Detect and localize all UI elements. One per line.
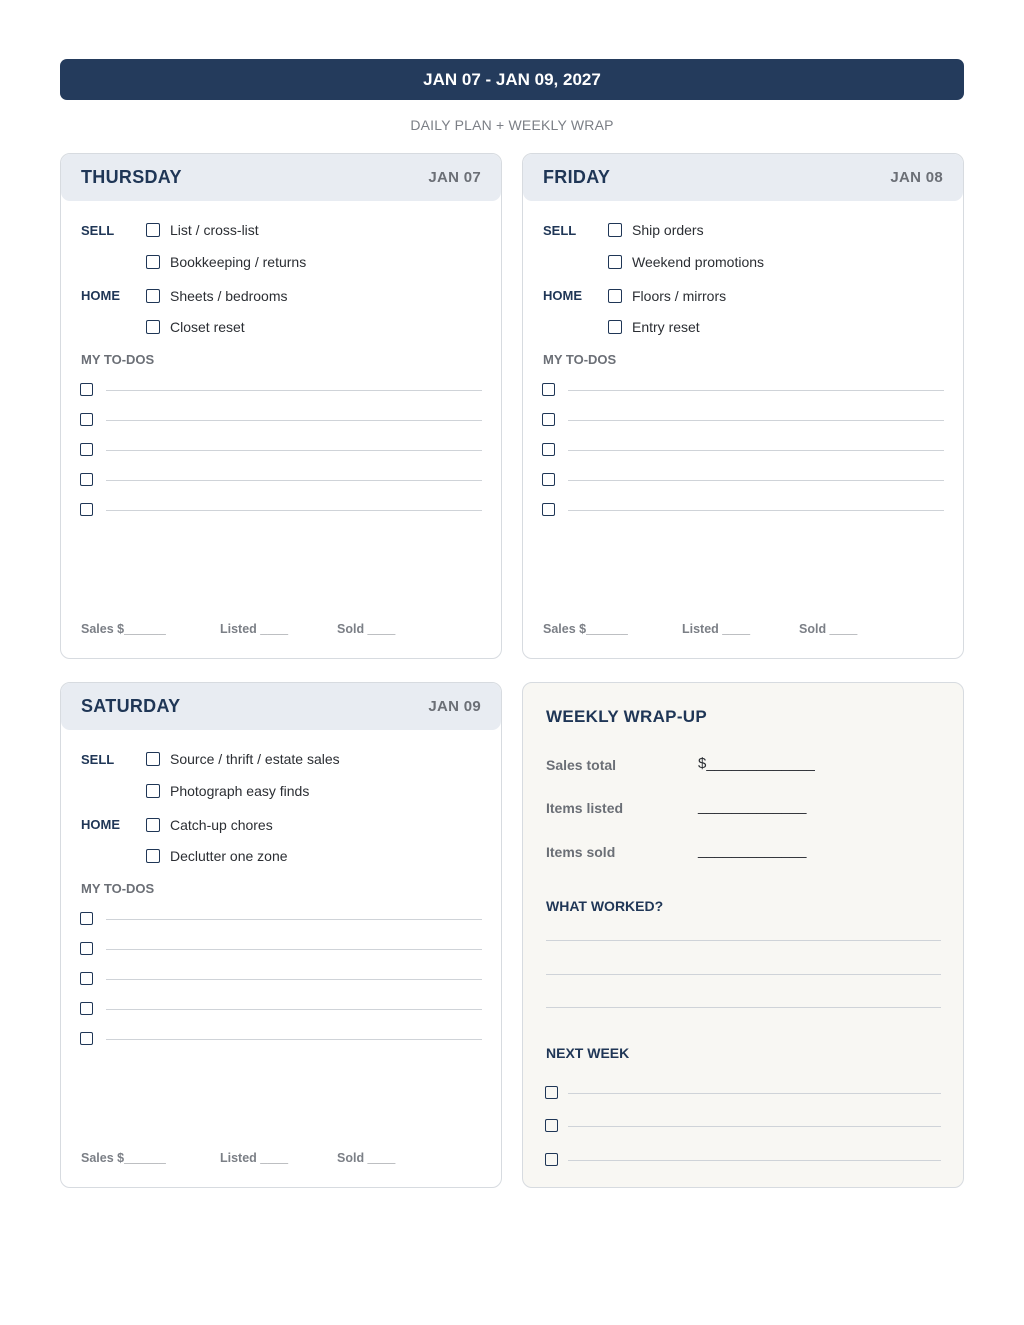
day-name: SATURDAY [81, 696, 181, 716]
checkbox[interactable] [80, 503, 93, 516]
write-line[interactable] [106, 450, 482, 451]
checkbox[interactable] [608, 289, 622, 303]
listed-field[interactable]: Listed ____ [682, 622, 751, 636]
day-stats-footer [543, 622, 857, 636]
task-label: Sheets / bedrooms [170, 288, 288, 304]
write-line[interactable] [568, 450, 944, 451]
checkbox[interactable] [80, 912, 93, 925]
todos-title: MY TO-DOS [81, 352, 155, 367]
task-item[interactable] [146, 254, 306, 270]
todo-line[interactable] [542, 473, 944, 487]
listed-field[interactable]: Listed ____ [220, 622, 289, 636]
what-worked-title: WHAT WORKED? [546, 898, 664, 914]
write-line[interactable] [568, 1126, 941, 1127]
todo-line[interactable] [80, 1002, 482, 1016]
task-item[interactable] [146, 817, 273, 833]
task-item[interactable] [146, 751, 340, 767]
day-card-friday [522, 153, 964, 659]
checkbox[interactable] [80, 942, 93, 955]
day-card-saturday [60, 682, 502, 1188]
task-label: Entry reset [632, 319, 700, 335]
day-date: JAN 08 [890, 169, 943, 186]
task-item[interactable] [146, 319, 245, 335]
checkbox[interactable] [80, 1002, 93, 1015]
checkbox[interactable] [80, 972, 93, 985]
sell-label: SELL [81, 752, 115, 767]
write-line[interactable] [568, 1160, 941, 1161]
next-week-item[interactable] [545, 1086, 941, 1100]
checkbox[interactable] [542, 413, 555, 426]
sales-field[interactable]: Sales $______ [543, 622, 628, 636]
sales-field[interactable]: Sales $______ [81, 622, 166, 636]
write-line[interactable] [106, 1009, 482, 1010]
next-week-item[interactable] [545, 1119, 941, 1133]
sales-total-label: Sales total [546, 757, 617, 773]
checkbox[interactable] [545, 1086, 558, 1099]
items-listed-label: Items listed [546, 800, 624, 816]
checkbox[interactable] [80, 383, 93, 396]
todo-line[interactable] [542, 503, 944, 517]
write-line[interactable] [568, 420, 944, 421]
weekly-wrap-up-card [522, 682, 964, 1188]
day-date: JAN 07 [428, 169, 481, 186]
todo-line[interactable] [80, 413, 482, 427]
write-line[interactable] [546, 974, 941, 975]
task-item[interactable] [146, 222, 259, 238]
task-label: Catch-up chores [170, 817, 273, 833]
day-card-thursday [60, 153, 502, 659]
todo-line[interactable] [80, 443, 482, 457]
checkbox[interactable] [608, 255, 622, 269]
date-range-banner [60, 59, 964, 100]
task-item[interactable] [146, 848, 288, 864]
sold-field[interactable]: Sold ____ [337, 1151, 396, 1165]
checkbox[interactable] [146, 752, 160, 766]
checkbox[interactable] [146, 849, 160, 863]
todo-line[interactable] [80, 383, 482, 397]
sales-total-field[interactable]: $_____________ [698, 755, 815, 772]
write-line[interactable] [106, 420, 482, 421]
checkbox[interactable] [146, 818, 160, 832]
task-label: Closet reset [170, 319, 245, 335]
task-item[interactable] [146, 783, 309, 799]
wrap-title: WEEKLY WRAP-UP [546, 707, 707, 726]
next-week-item[interactable] [545, 1153, 941, 1167]
write-line[interactable] [106, 480, 482, 481]
date-range-title: JAN 07 - JAN 09, 2027 [423, 69, 601, 89]
write-line[interactable] [546, 940, 941, 941]
todos-title: MY TO-DOS [81, 881, 155, 896]
write-line[interactable] [106, 979, 482, 980]
task-item[interactable] [608, 288, 726, 304]
sold-field[interactable]: Sold ____ [799, 622, 858, 636]
checkbox[interactable] [542, 473, 555, 486]
write-line[interactable] [106, 390, 482, 391]
task-label: Bookkeeping / returns [170, 254, 307, 270]
home-label: HOME [543, 288, 582, 303]
home-label: HOME [81, 288, 120, 303]
write-line[interactable] [546, 1007, 941, 1008]
checkbox[interactable] [80, 413, 93, 426]
task-label: Ship orders [632, 222, 704, 238]
task-item[interactable] [608, 254, 764, 270]
checkbox[interactable] [146, 320, 160, 334]
todo-line[interactable] [542, 383, 944, 397]
checkbox[interactable] [542, 443, 555, 456]
day-name: THURSDAY [81, 167, 182, 187]
sold-field[interactable]: Sold ____ [337, 622, 396, 636]
todo-line[interactable] [80, 942, 482, 956]
task-item[interactable] [146, 288, 288, 304]
items-sold-field[interactable]: _____________ [698, 842, 807, 859]
sell-label: SELL [543, 223, 577, 238]
task-label: Photograph easy finds [170, 783, 310, 799]
todo-line[interactable] [542, 443, 944, 457]
day-name: FRIDAY [543, 167, 611, 187]
day-stats-footer [81, 1151, 395, 1165]
write-line[interactable] [568, 1093, 941, 1094]
checkbox[interactable] [80, 1032, 93, 1045]
write-line[interactable] [568, 390, 944, 391]
day-card-header [523, 154, 963, 201]
todo-line[interactable] [80, 1032, 482, 1046]
day-date: JAN 09 [428, 698, 481, 715]
task-label: Floors / mirrors [632, 288, 727, 304]
write-line[interactable] [568, 510, 944, 511]
write-line[interactable] [106, 1039, 482, 1040]
todo-line[interactable] [80, 503, 482, 517]
todos-title: MY TO-DOS [543, 352, 617, 367]
task-label: List / cross-list [170, 222, 259, 238]
page-subtitle: DAILY PLAN + WEEKLY WRAP [410, 117, 614, 133]
checkbox[interactable] [542, 503, 555, 516]
checkbox[interactable] [80, 443, 93, 456]
write-line[interactable] [106, 510, 482, 511]
todo-line[interactable] [80, 473, 482, 487]
sell-label: SELL [81, 223, 115, 238]
task-label: Source / thrift / estate sales [170, 751, 340, 767]
checkbox[interactable] [146, 289, 160, 303]
checkbox[interactable] [146, 223, 160, 237]
next-week-title: NEXT WEEK [546, 1045, 630, 1061]
task-item[interactable] [608, 319, 700, 335]
items-sold-label: Items sold [546, 844, 616, 860]
day-card-header [61, 683, 501, 730]
day-stats-footer [81, 622, 395, 636]
checkbox[interactable] [545, 1153, 558, 1166]
checkbox[interactable] [80, 473, 93, 486]
todo-line[interactable] [80, 912, 482, 926]
checkbox[interactable] [146, 255, 160, 269]
write-line[interactable] [106, 949, 482, 950]
checkbox[interactable] [608, 320, 622, 334]
todo-line[interactable] [542, 413, 944, 427]
day-card-header [61, 154, 501, 201]
items-listed-field[interactable]: _____________ [698, 798, 807, 815]
checkbox[interactable] [542, 383, 555, 396]
checkbox[interactable] [146, 784, 160, 798]
sales-field[interactable]: Sales $______ [81, 1151, 166, 1165]
task-label: Declutter one zone [170, 848, 288, 864]
checkbox[interactable] [608, 223, 622, 237]
todo-line[interactable] [80, 972, 482, 986]
home-label: HOME [81, 817, 120, 832]
listed-field[interactable]: Listed ____ [220, 1151, 289, 1165]
checkbox[interactable] [545, 1119, 558, 1132]
write-line[interactable] [106, 919, 482, 920]
task-item[interactable] [608, 222, 704, 238]
task-label: Weekend promotions [632, 254, 765, 270]
write-line[interactable] [568, 480, 944, 481]
